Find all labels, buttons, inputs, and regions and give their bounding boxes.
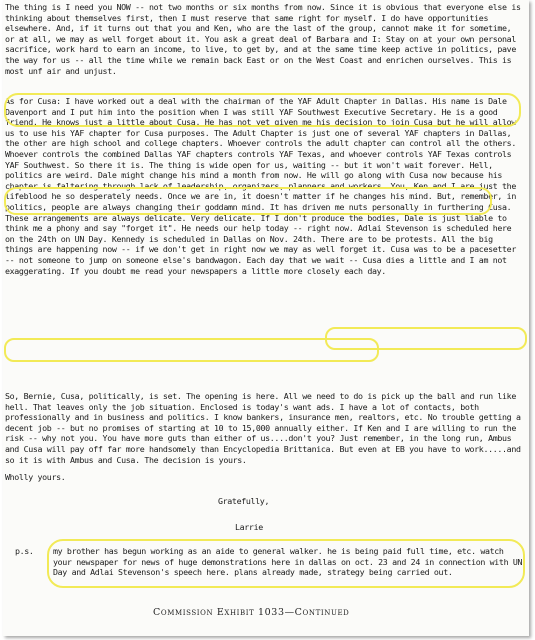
highlight-stevenson-scheduled bbox=[325, 327, 527, 350]
paragraph-politically-set: So, Bernie, Cusa, politically, is set. The opening is here. All we need to do is pick up the ball and run like hell. That leaves only the job situation. Enclosed is today's want ads. I have a lot of contacts, both professionally and in business and politics. I know bankers, insurance men, realtors, etc. No trouble getting a decent job -- but no promises of starting at 10 to 15,000 annually either. If Ken and I are willing to run the risk -- why not you. You have more guts than either of us....don't you? Just remember, in the long run, Ambus and Cusa will pay off far more handsomely than Encyclopedia Brittanica. But even at EB you have to work.....and so it is with Ambus and Cusa. The decision is yours. bbox=[5, 391, 526, 465]
closing-line: Wholly yours. bbox=[5, 472, 66, 482]
valediction: Gratefully, bbox=[218, 496, 270, 506]
exhibit-caption: Commission Exhibit 1033—Continued bbox=[153, 607, 350, 618]
document-page bbox=[3, 0, 529, 636]
paragraph-need-you-now: The thing is I need you NOW -- not two months or six months from now. Since it is obvious that everyone else is thinking about themselves first, then I must reserve that same right for myself. I do have opportunities elsewhere. And, if it turns out that you and Ken, who are the last of the group, cannot make it for sometime, or at all, we may as well forget about it. You ask a great deal of Barbara and I: Stay on at your own personal sacrifice, work hard to earn an income, to live, to get by, and at the same time keep active in politics, pave the way for us -- all the time while we remain back East or on the West Coast and enrichen ourselves. This is most unf air and unjust. bbox=[5, 2, 526, 76]
postscript-label: p.s. bbox=[15, 546, 34, 556]
paragraph-cusa-deal: As for Cusa: I have worked out a deal with the chairman of the YAF Adult Chapter in Dallas. His name is Dale Davenport and I put him into the position when I was still YAF Southwest Executive Secretary. He is a good friend. He knows just a little about Cusa. He has not yet given me his decision to join Cusa but he will allow us to use his YAF chapter for Cusa purposes. The Adult Chapter is just one of several YAF chapters in Dallas, the other are high school and college chapters. Whoever controls the adult chapter can control all the others. Whoever controls the combined Dallas YAF chapters controls YAF Texas, and whoever controls YAF Texas controls YAF Southwest. So there it is. The thing is wide open for us, waiting -- but it won't wait forever. Hell, politics are weird. Dale might change his mind a month from now. He will go along with Cusa now because his chapter is faltering through lack of leadership, organizers, planners and workers. You, Ken and I are just the lifeblood he so desperately needs. Once we are in, it doesn't matter if he changes his mind. But, remember, in politics, people are always changing their goddamn mind. It has driven me nuts personally in furthering Cusa. These arrangements are always delicate. Very delicate. If I don't produce the bodies, Dale is just liable to think me a phony and say "forget it". He needs our help today -- right now. Adlai Stevenson is scheduled here on the 24th on UN Day. Kennedy is scheduled in Dallas on Nov. 24th. There are to be protests. All the big things are happening now -- if we don't get in right now we may as well forget it. Cusa was to be a pacesetter -- not someone to jump on someone else's bandwagon. Each day that we wait -- Cusa dies a little and I am not exaggerating. If you doubt me read your newspapers a little more closely each day. bbox=[5, 96, 521, 276]
highlight-un-day-kennedy bbox=[4, 338, 379, 362]
signature-name: Larrie bbox=[235, 522, 263, 532]
postscript-text: my brother has begun working as an aide to general walker. he is being paid full time, etc. watch your newspaper for news of huge demonstrations here in dallas on oct. 23 and 24 in connection with UN Day and Adlai Stevenson's speech here. plans already made, strategy being carried out. bbox=[53, 546, 527, 578]
